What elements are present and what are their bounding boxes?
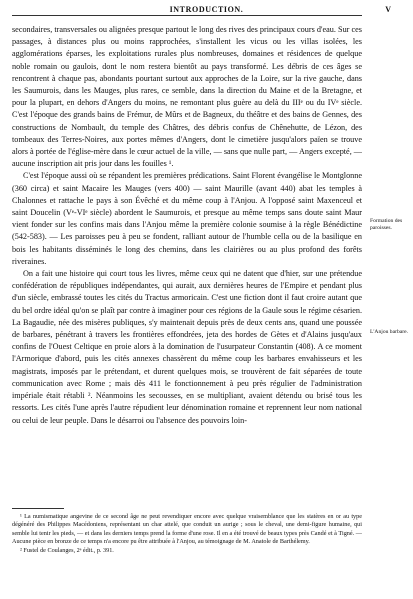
sidenote-anjou-barbare: L'Anjou barbare. [370,329,408,335]
paragraph-1: secondaires, transversales ou alignées presque partout le long des rives des principaux cours d'eau. Sur ces passages, à distances plus ou moins rapprochées, s'installent les vicus ou les villas isolées, les agglomérations éparses, les exploitations rurales plus nombreuses, domaines et résidences de quelque noble romain ou gaulois, dont le nom restera bientôt au pays transformé. Les débris de ces âges se rencontrent à chaque pas, abondants pourtant surtout aux approches de la Loire, sur la rive gauche, dans les Saumurois, dans les Mauges, plus rares, ce semble, dans la direction du Maine et de la Bretagne, et pour la plupart, en dehors d'Angers du moins, ne remontant plus guère au delà du IIIᵉ ou du IVᵉ siècle. C'est l'époque des grands bains de Frémur, de Mûrs et de Bagneux, du théâtre et des bains de Gennes, des constructions de Nombault, du temple des Châtres, des débris confus de Chênehutte, de Lézon, des tombeaux des Terres-Noires, aux portes mêmes d'Angers, dont le cimetière jusqu'alors païen se trouve alors à portée de l'église-mère dans le cœur actuel de la ville, — sans que nulle part, — Angers excepté, — aucune inscription ait pris jour dans les fouilles ¹. [12,25,362,169]
footnote-1: ¹ La numismatique angevine de ce second âge ne peut revendiquer encore avec quelque vraisemblance que les statères en or au type dégénéré des Philippes Macédoniens, représentant un char attelé, que conduit un aurige ; sous le cheval, une demi-figure humaine, qui semble lui tenir les pieds, — et dans les derniers temps prend la forme d'une rose. Il en a été trouvé de beaux types près Candé et à Tigné. — Aucune pièce en bronze de ce temps n'a encore pu être attribuée à l'Anjou, au témoignage de M. Anatole de Barthélemy. [12,513,362,546]
header-title: INTRODUCTION. [169,5,244,14]
footnotes [12,513,362,555]
page-number: V [385,5,391,14]
sidenote-formation-paroisses: Formation des paroisses. [370,218,403,231]
paragraph-2: C'est l'époque aussi où se répandent les premières prédications. Saint Florent évangélise le Montglonne (360 circa) et saint Macaire les Mauges (vers 400) — saint Maurille (avant 440) abat les temples à Chalonnes et rattache le pays à son Évêché et du même coup à l'Anjou. A l'opposé saint Maxenceul et saint Doucelin (Vᵉ-VIᵉ siècle) abordent le Saumurois, et presque au même temps sans doute saint Maur vient fonder sur les confins mais dans l'Anjou même la première colonie soumise à la règle Bénédictine (542-583). — Les paroisses peu à peu se fondent, ralliant autour de l'humble cella ou de la basilique en bois les habitants disséminés le long des chemins, dans les clairières ou au plus profond des forêts riveraines. [12,171,362,266]
footnote-2: ² Fustel de Coulanges, 2ᵉ édit., p. 391. [20,546,114,554]
paragraph-3: On a fait une histoire qui court tous les livres, même ceux qui ne datent que d'hier, sur une prétendue confédération de républiques indépendantes, qui aurait, aux dernières heures de l'Empire et pendant plus d'un siècle, embrassé toutes les cités du Tractus armoricain. C'est une fiction dont il faut croire autant que du bel ordre idéal qu'on se plaît par contre à imaginer pour ces régions de la Gaule sous le régime césarien. La Bagaudie, née des misères publiques, s'y maintenait depuis près de deux cents ans, quand une poussée de barbares, pénétrant à travers les frontières effondrées, jeta des hordes de Gètes et d'Alains jusqu'aux confins de l'Ouest Celtique en proie alors à la domination de l'usurpateur Constantin (408). A ce moment l'Armorique d'abord, puis les cités annexes chassèrent du même coup les barbares envahisseurs et les magistrats, imposés par le prétendant, et durent quelques mois, se trouvèrent de fait séparées de toute communication avec Rome ; mais dès 411 le fonctionnement à peu près régulier de l'administration impériale était rétabli ². Néanmoins les secousses, en se multipliant, avaient détendu ou brisé tous les ressorts. Les cités l'une après l'autre répudient leur dénomination romaine et reprennent leur nom national ou celui de leur peuple. Dans le désarroi ou l'absence des pouvoirs loin- [12,269,362,425]
body-text [12,24,362,427]
footnote-rule [12,508,64,509]
header-rule [12,15,362,16]
